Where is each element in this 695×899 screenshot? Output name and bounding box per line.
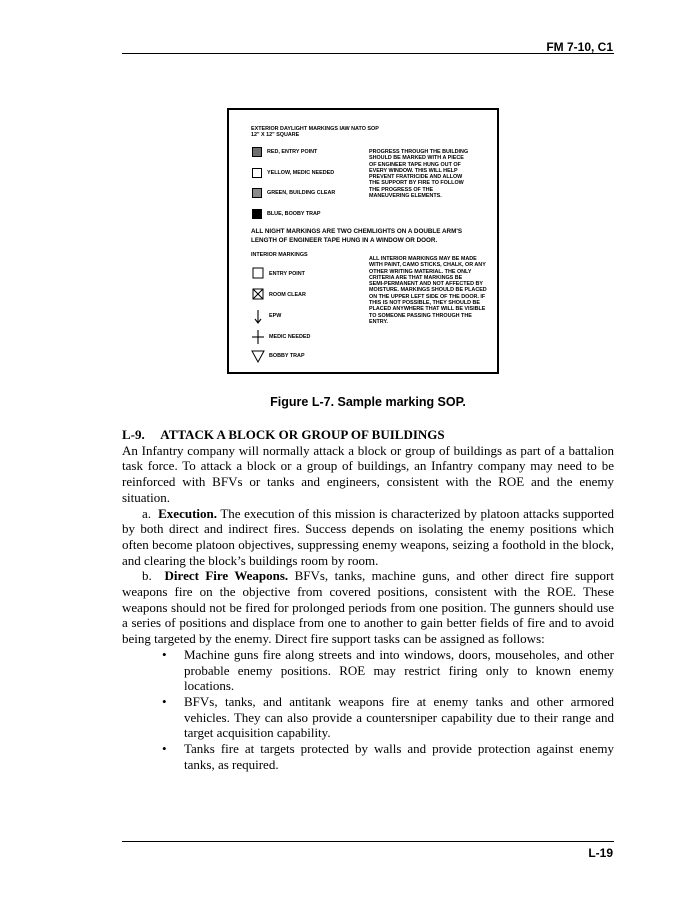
interior-note: ALL INTERIOR MARKINGS MAY BE MADE WITH PAINT, CAMO STICKS, CHALK, OR ANY OTHER WRITING MATERIAL. THE ONLY CRITERIA ARE THAT MARKINGS BE SEMI-PERMANENT AND NOT AFFECTED BY MOISTURE. MARKINGS SHOULD BE PLACED ON THE UPPER LEFT SIDE OF THE DOOR. IF THIS IS NOT POSSIBLE, THEY SHOULD BE PLACED ANYWHERE THAT WILL BE VISIBLE TO SOMEONE PASSING THROUGH THE ENTRY. bbox=[369, 256, 487, 325]
yellow-marker-swatch bbox=[252, 168, 262, 178]
page-number: L-19 bbox=[588, 846, 613, 860]
exterior-title: EXTERIOR DAYLIGHT MARKINGS IAW NATO SOP bbox=[251, 126, 379, 132]
exterior-item-label: YELLOW, MEDIC NEEDED bbox=[267, 170, 335, 176]
list-item: • Tanks fire at targets protected by walls and provide protection against enemy tanks, as required. bbox=[162, 741, 614, 772]
interior-item-label: EPW bbox=[269, 313, 282, 319]
footer-rule bbox=[122, 841, 614, 842]
bullet-icon: • bbox=[162, 693, 167, 709]
intro-paragraph: An Infantry company will normally attack a block or group of buildings as part of a battalion task force. To attack a block or a group of buildings, an Infantry company may need to be reinforced with BFVs or tanks and engineers, consistent with the ROE and the enemy situation. bbox=[122, 442, 614, 505]
interior-item-label: MEDIC NEEDED bbox=[269, 334, 311, 340]
figure-caption: Figure L-7. Sample marking SOP. bbox=[270, 395, 466, 409]
interior-item-label: ENTRY POINT bbox=[269, 271, 305, 277]
night-markings-note: ALL NIGHT MARKINGS ARE TWO CHEMLIGHTS ON A DOUBLE ARM'S LENGTH OF ENGINEER TAPE HUNG IN A WINDOW OR DOOR. bbox=[251, 228, 463, 244]
paragraph-b-title: Direct Fire Weapons. bbox=[164, 568, 289, 584]
blue-marker-swatch bbox=[252, 209, 262, 219]
interior-symbols bbox=[251, 266, 265, 376]
list-item: • Machine guns fire along streets and into windows, doors, mouseholes, and other probable enemy positions. ROE may restrict firing only to known enemy locations. bbox=[162, 646, 614, 694]
x-square-icon bbox=[253, 289, 263, 299]
interior-item-label: ROOM CLEAR bbox=[269, 292, 306, 298]
running-header: FM 7-10, C1 bbox=[546, 40, 613, 54]
paragraph-b: b. Direct Fire Weapons. BFVs, tanks, machine guns, and other direct fire support weapons fire on the objective from covered positions, consistent with the ROE. These weapons should not be fired for prolonged periods from one position. The gunners should use a series of positions and displace from one to another to gain better fields of fire and to avoid being targeted by the enemy. Direct fire support tasks can be assigned as follows: bbox=[122, 568, 614, 647]
exterior-item-label: GREEN, BUILDING CLEAR bbox=[267, 190, 336, 196]
plus-icon bbox=[252, 330, 264, 344]
section-heading: L-9. ATTACK A BLOCK OR GROUP OF BUILDINGS bbox=[122, 427, 445, 442]
down-arrow-icon bbox=[255, 310, 261, 323]
interior-title: INTERIOR MARKINGS bbox=[251, 252, 308, 258]
red-marker-swatch bbox=[252, 147, 262, 157]
paragraph-a: a. Execution. The execution of this mission is characterized by platoon attacks supported by both direct and indirect fires. Success depends on isolating the enemy positions which often become platoon objectives, suppressing enemy weapons, seizing a foothold in the block, and clearing the block’s buildings room by room. bbox=[122, 505, 614, 568]
paragraph-a-title: Execution. bbox=[158, 505, 218, 521]
bullet-icon: • bbox=[162, 741, 167, 757]
empty-square-icon bbox=[253, 268, 263, 278]
list-item: • BFVs, tanks, and antitank weapons fire at enemy tanks and other armored vehicles. They can also provide a countersniper capability due to their range and target acquisition capability. bbox=[162, 693, 614, 741]
section-body bbox=[122, 427, 614, 772]
header-rule bbox=[122, 53, 614, 54]
exterior-item-label: RED, ENTRY POINT bbox=[267, 149, 318, 155]
down-triangle-icon bbox=[252, 351, 264, 362]
exterior-size: 12" X 12" SQUARE bbox=[251, 132, 300, 138]
green-marker-swatch bbox=[252, 188, 262, 198]
exterior-item-label: BLUE, BOOBY TRAP bbox=[267, 211, 321, 217]
marking-sop-figure bbox=[227, 108, 499, 374]
bullet-icon: • bbox=[162, 646, 167, 662]
progress-note: PROGRESS THROUGH THE BUILDING SHOULD BE MARKED WITH A PIECE OF ENGINEER TAPE HUNG OUT OF EVERY WINDOW. THIS WILL HELP PREVENT FRATRICIDE AND ALLOW THE SUPPORT BY FIRE TO FOLLOW THE PROGRESS OF THE MANEUVERING ELEMENTS. bbox=[369, 149, 469, 200]
interior-item-label: BOBBY TRAP bbox=[269, 353, 305, 359]
